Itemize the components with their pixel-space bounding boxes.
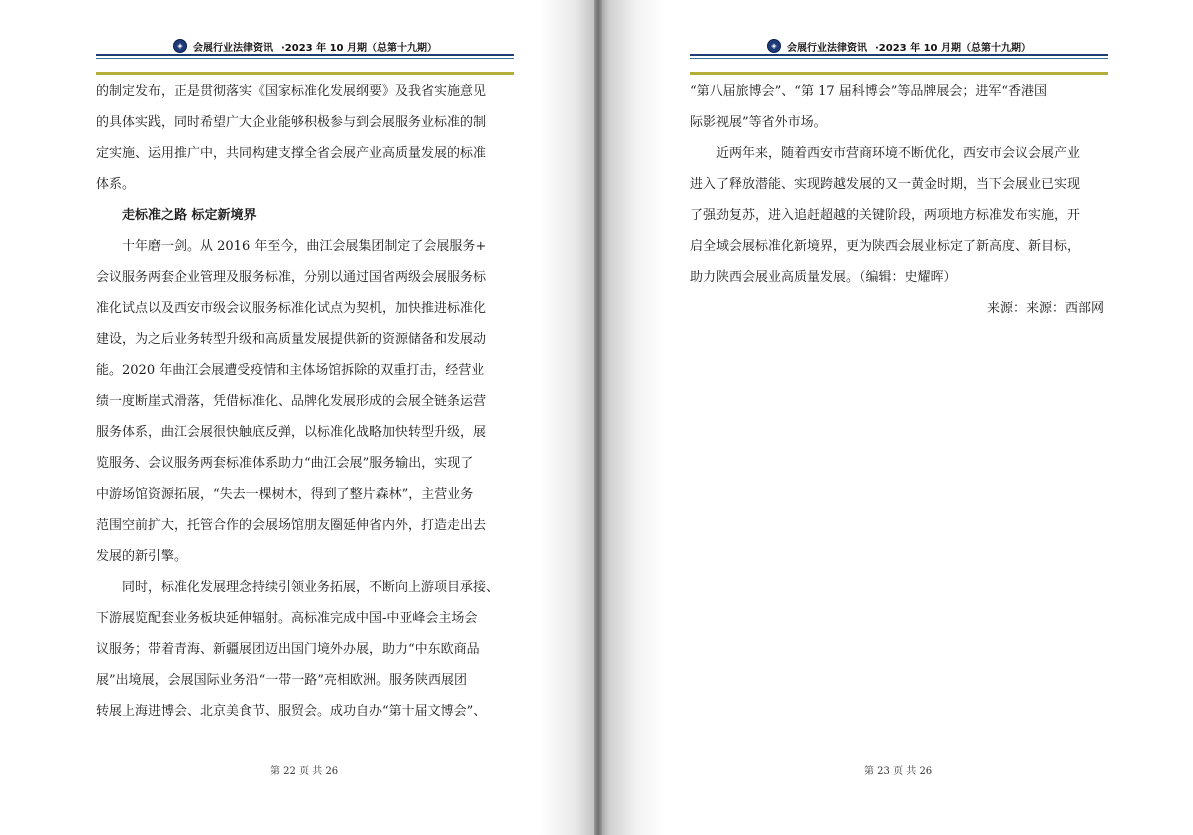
text-line: 际影视展”等省外市场。 (690, 115, 827, 130)
page-number: 第 22 页 共 26 (270, 766, 339, 777)
page-header (96, 38, 514, 54)
text-line: 览服务、会议服务两套标准体系助力“曲江会展”服务输出，实现了 (96, 456, 474, 471)
text-line: 范围空前扩大，托管合作的会展场馆朋友圈延伸省内外，打造走出去 (96, 518, 487, 533)
text-line: 绩一度断崖式滑落，凭借标准化、品牌化发展形成的会展全链条运营 (96, 394, 487, 409)
text-line: 转展上海进博会、北京美食节、服贸会。成功自办“第十届文博会”、 (96, 704, 487, 719)
text-line: 的具体实践，同时希望广大企业能够积极参与到会展服务业标准的制 (96, 115, 487, 130)
page-23 (597, 0, 1193, 835)
text-line: 建设，为之后业务转型升级和高质量发展提供新的资源储备和发展动 (96, 332, 487, 347)
text-line: “第八届旅博会”、“第 17 届科博会”等品牌展会；进军“香港国 (690, 84, 1048, 99)
page-body (690, 76, 1108, 324)
source-credit: 来源：来源：西部网 (986, 301, 1104, 316)
text-line: 会议服务两套企业管理及服务标准，分别以通过国省两级会展服务标 (96, 270, 487, 285)
header-title: 会展行业法律资讯 (193, 42, 273, 54)
page-header (690, 38, 1108, 54)
text-line: 发展的新引擎。 (96, 549, 188, 564)
header-rule (96, 58, 514, 59)
page-number: 第 23 页 共 26 (864, 766, 933, 777)
text-line: 启全域会展标准化新境界，更为陕西会展业标定了新高度、新目标， (690, 239, 1081, 254)
text-line: 了强劲复苏，进入追赶超越的关键阶段，两项地方标准发布实施，开 (690, 208, 1081, 223)
text-line: 的制定发布，正是贯彻落实《国家标准化发展纲要》及我省实施意见 (96, 84, 487, 99)
header-rule (690, 58, 1108, 59)
page-body (96, 76, 514, 727)
header-accent-rule (96, 72, 514, 75)
header-title: 会展行业法律资讯 (787, 42, 867, 54)
association-logo-icon: ◈ (767, 39, 781, 53)
association-logo-icon: ◈ (173, 39, 187, 53)
text-line: 定实施、运用推广中，共同构建支撑全省会展产业高质量发展的标准 (96, 146, 487, 161)
text-line: 能。2020 年曲江会展遭受疫情和主体场馆拆除的双重打击，经营业 (96, 363, 485, 378)
text-line: 体系。 (96, 177, 136, 192)
text-line: 十年磨一剑。从 2016 年至今，曲江会展集团制定了会展服务+ (122, 239, 487, 254)
text-line: 服务体系，曲江会展很快触底反弹，以标准化战略加快转型升级，展 (96, 425, 487, 440)
text-line: 准化试点以及西安市级会议服务标准化试点为契机，加快推进标准化 (96, 301, 487, 316)
text-line: 展”出境展，会展国际业务沿“一带一路”亮相欧洲。服务陕西展团 (96, 673, 467, 688)
header-issue: ·2023 年 10 月期（总第十九期） (281, 42, 437, 54)
header-accent-rule (690, 72, 1108, 75)
text-line: 下游展览配套业务板块延伸辐射。高标准完成中国-中亚峰会主场会 (96, 611, 478, 626)
book-gutter (594, 0, 602, 835)
text-line: 助力陕西会展业高质量发展。（编辑：史耀晖） (690, 270, 957, 285)
section-heading: 走标准之路 标定新境界 (122, 208, 257, 223)
header-issue: ·2023 年 10 月期（总第十九期） (875, 42, 1031, 54)
text-line: 近两年来，随着西安市营商环境不断优化，西安市会议会展产业 (716, 146, 1081, 161)
text-line: 同时，标准化发展理念持续引领业务拓展，不断向上游项目承接、 (122, 580, 500, 595)
header-rule (690, 54, 1108, 56)
text-line: 进入了释放潜能、实现跨越发展的又一黄金时期，当下会展业已实现 (690, 177, 1081, 192)
text-line: 议服务；带着青海、新疆展团迈出国门境外办展，助力“中东欧商品 (96, 642, 480, 657)
header-rule (96, 54, 514, 56)
text-line: 中游场馆资源拓展，“失去一棵树木，得到了整片森林”，主营业务 (96, 487, 474, 502)
